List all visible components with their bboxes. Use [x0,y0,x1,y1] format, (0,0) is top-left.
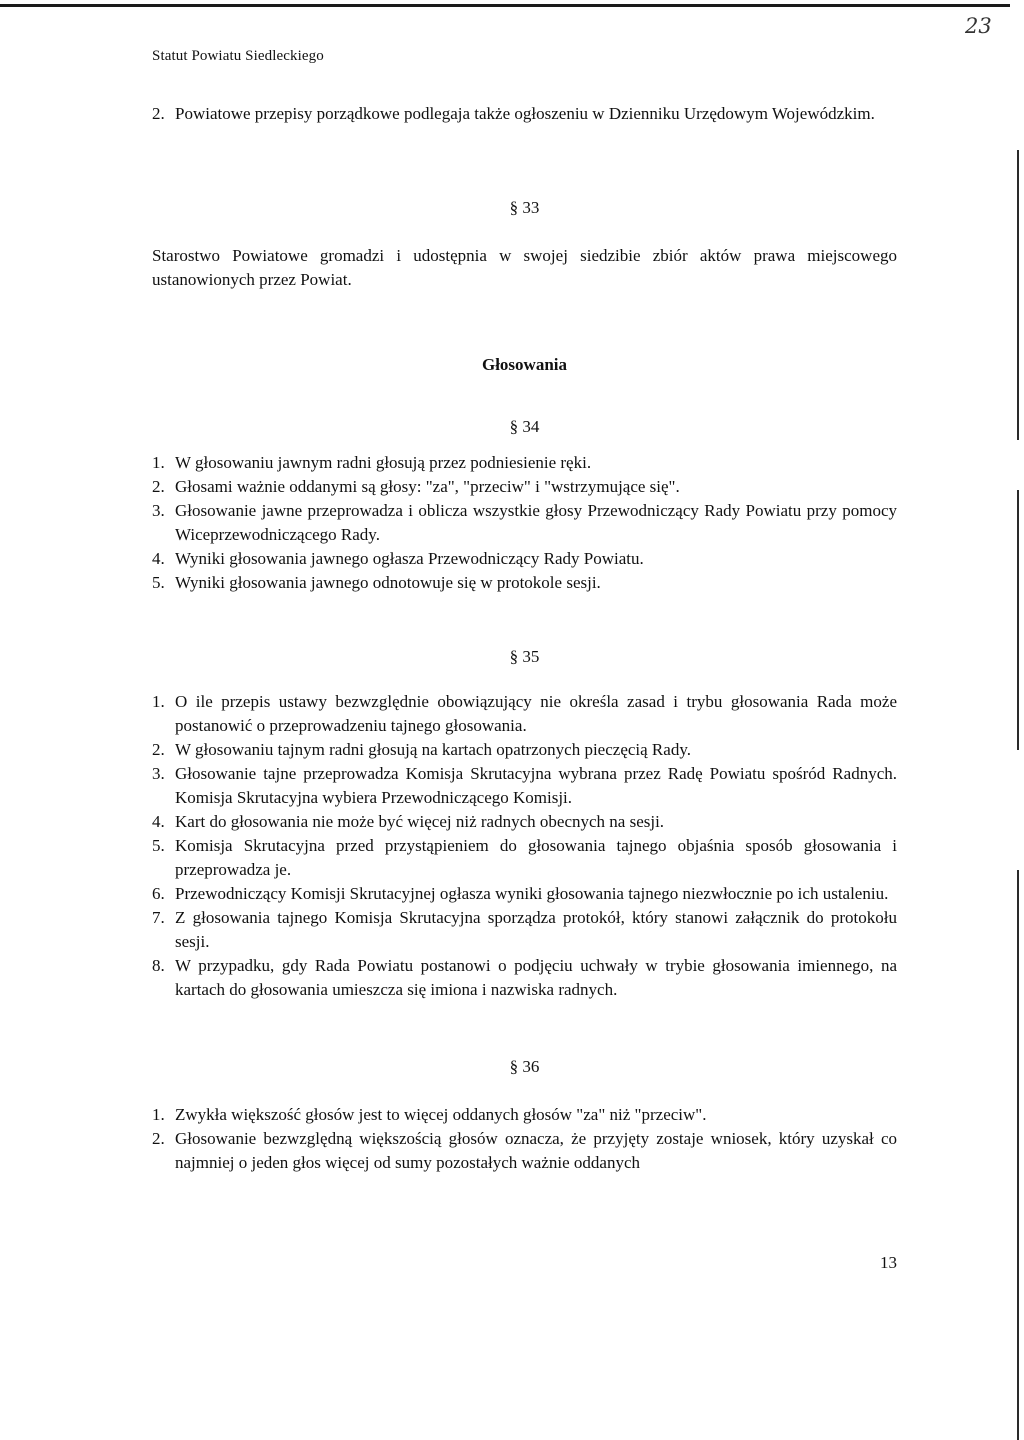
item-number: 2. [152,477,165,496]
item-number: 1. [152,692,165,711]
item-number: 4. [152,549,165,568]
item-text: O ile przepis ustawy bezwzględnie obowiązujący nie określa zasad i trybu głosowania Rada może postanowić o przeprowadzeniu tajnego głosowania. [175,692,897,735]
item-text: Zwykła większość głosów jest to więcej oddanych głosów "za" niż "przeciw". [175,1105,707,1124]
intro-item [152,102,897,126]
section-mark-34: § 34 [509,417,540,436]
item-number: 2. [152,740,165,759]
list-item [152,451,897,475]
item-number: 3. [152,764,165,783]
item-text: Kart do głosowania nie może być więcej niż radnych obecnych na sesji. [175,812,665,831]
right-border-line-upper [1017,150,1019,440]
list-item [152,571,897,595]
chapter-heading: Głosowania [481,355,568,374]
list-item [152,547,897,571]
item-text: Głosowanie jawne przeprowadza i oblicza wszystkie głosy Przewodniczący Rady Powiatu przy pomocy Wiceprzewodniczącego Rady. [175,501,897,544]
list-item [152,499,897,547]
item-number: 1. [152,453,165,472]
section-mark-35: § 35 [509,647,540,666]
list-item [152,906,897,954]
list-item [152,834,897,882]
item-text: Wyniki głosowania jawnego odnotowuje się w protokole sesji. [175,573,601,592]
list-item [152,882,897,906]
item-number: 2. [152,104,165,123]
handwritten-page-mark: 23 [965,14,992,38]
item-number: 5. [152,573,165,592]
item-number: 7. [152,908,165,927]
page-number: 13 [880,1253,897,1272]
item-text: Z głosowania tajnego Komisja Skrutacyjna sporządza protokół, który stanowi załącznik do protokołu sesji. [175,908,897,951]
item-text: Przewodniczący Komisji Skrutacyjnej ogłasza wyniki głosowania tajnego niezwłocznie po ich ustaleniu. [175,884,889,903]
running-header: Statut Powiatu Siedleckiego [152,48,324,64]
list-item [152,810,897,834]
list-item [152,1103,897,1127]
item-text: Głosowanie bezwzględną większością głosów oznacza, że przyjęty zostaje wniosek, który uzyskał co najmniej o jeden głos więcej od sumy pozostałych ważnie oddanych [175,1129,897,1172]
item-number: 4. [152,812,165,831]
document-body [152,102,897,1175]
list-item [152,954,897,1002]
list-item [152,762,897,810]
list-item [152,738,897,762]
section-mark-33: § 33 [509,198,540,217]
item-text: Powiatowe przepisy porządkowe podlegaja także ogłoszeniu w Dzienniku Urzędowym Wojewódzkim. [175,104,875,123]
section-33-text: Starostwo Powiatowe gromadzi i udostępnia w swojej siedzibie zbiór aktów prawa miejscowego ustanowionych przez Powiat. [152,246,897,289]
section-35-list [152,690,897,1002]
top-border-line [0,4,1010,7]
item-text: W przypadku, gdy Rada Powiatu postanowi o podjęciu uchwały w trybie głosowania imiennego, na kartach do głosowania umieszcza się imiona i nazwiska radnych. [175,956,897,999]
item-text: W głosowaniu tajnym radni głosują na kartach opatrzonych pieczęcią Rady. [175,740,691,759]
list-item [152,1127,897,1175]
section-mark-36: § 36 [509,1057,540,1076]
right-border-line-lower [1017,870,1019,1440]
item-number: 3. [152,501,165,520]
item-text: Głosowanie tajne przeprowadza Komisja Skrutacyjna wybrana przez Radę Powiatu spośród Radnych. Komisja Skrutacyjna wybiera Przewodniczącego Komisji. [175,764,897,807]
item-text: Komisja Skrutacyjna przed przystąpieniem do głosowania tajnego objaśnia sposób głosowania i przeprowadza je. [175,836,897,879]
item-number: 1. [152,1105,165,1124]
section-34-list [152,451,897,595]
right-border-line-middle [1017,490,1019,750]
list-item [152,475,897,499]
section-36-list [152,1103,897,1175]
item-text: Wyniki głosowania jawnego ogłasza Przewodniczący Rady Powiatu. [175,549,644,568]
item-number: 2. [152,1129,165,1148]
item-text: Głosami ważnie oddanymi są głosy: "za", "przeciw" i "wstrzymujące się". [175,477,680,496]
item-text: W głosowaniu jawnym radni głosują przez podniesienie ręki. [175,453,592,472]
item-number: 6. [152,884,165,903]
item-number: 8. [152,956,165,975]
list-item [152,690,897,738]
item-number: 5. [152,836,165,855]
